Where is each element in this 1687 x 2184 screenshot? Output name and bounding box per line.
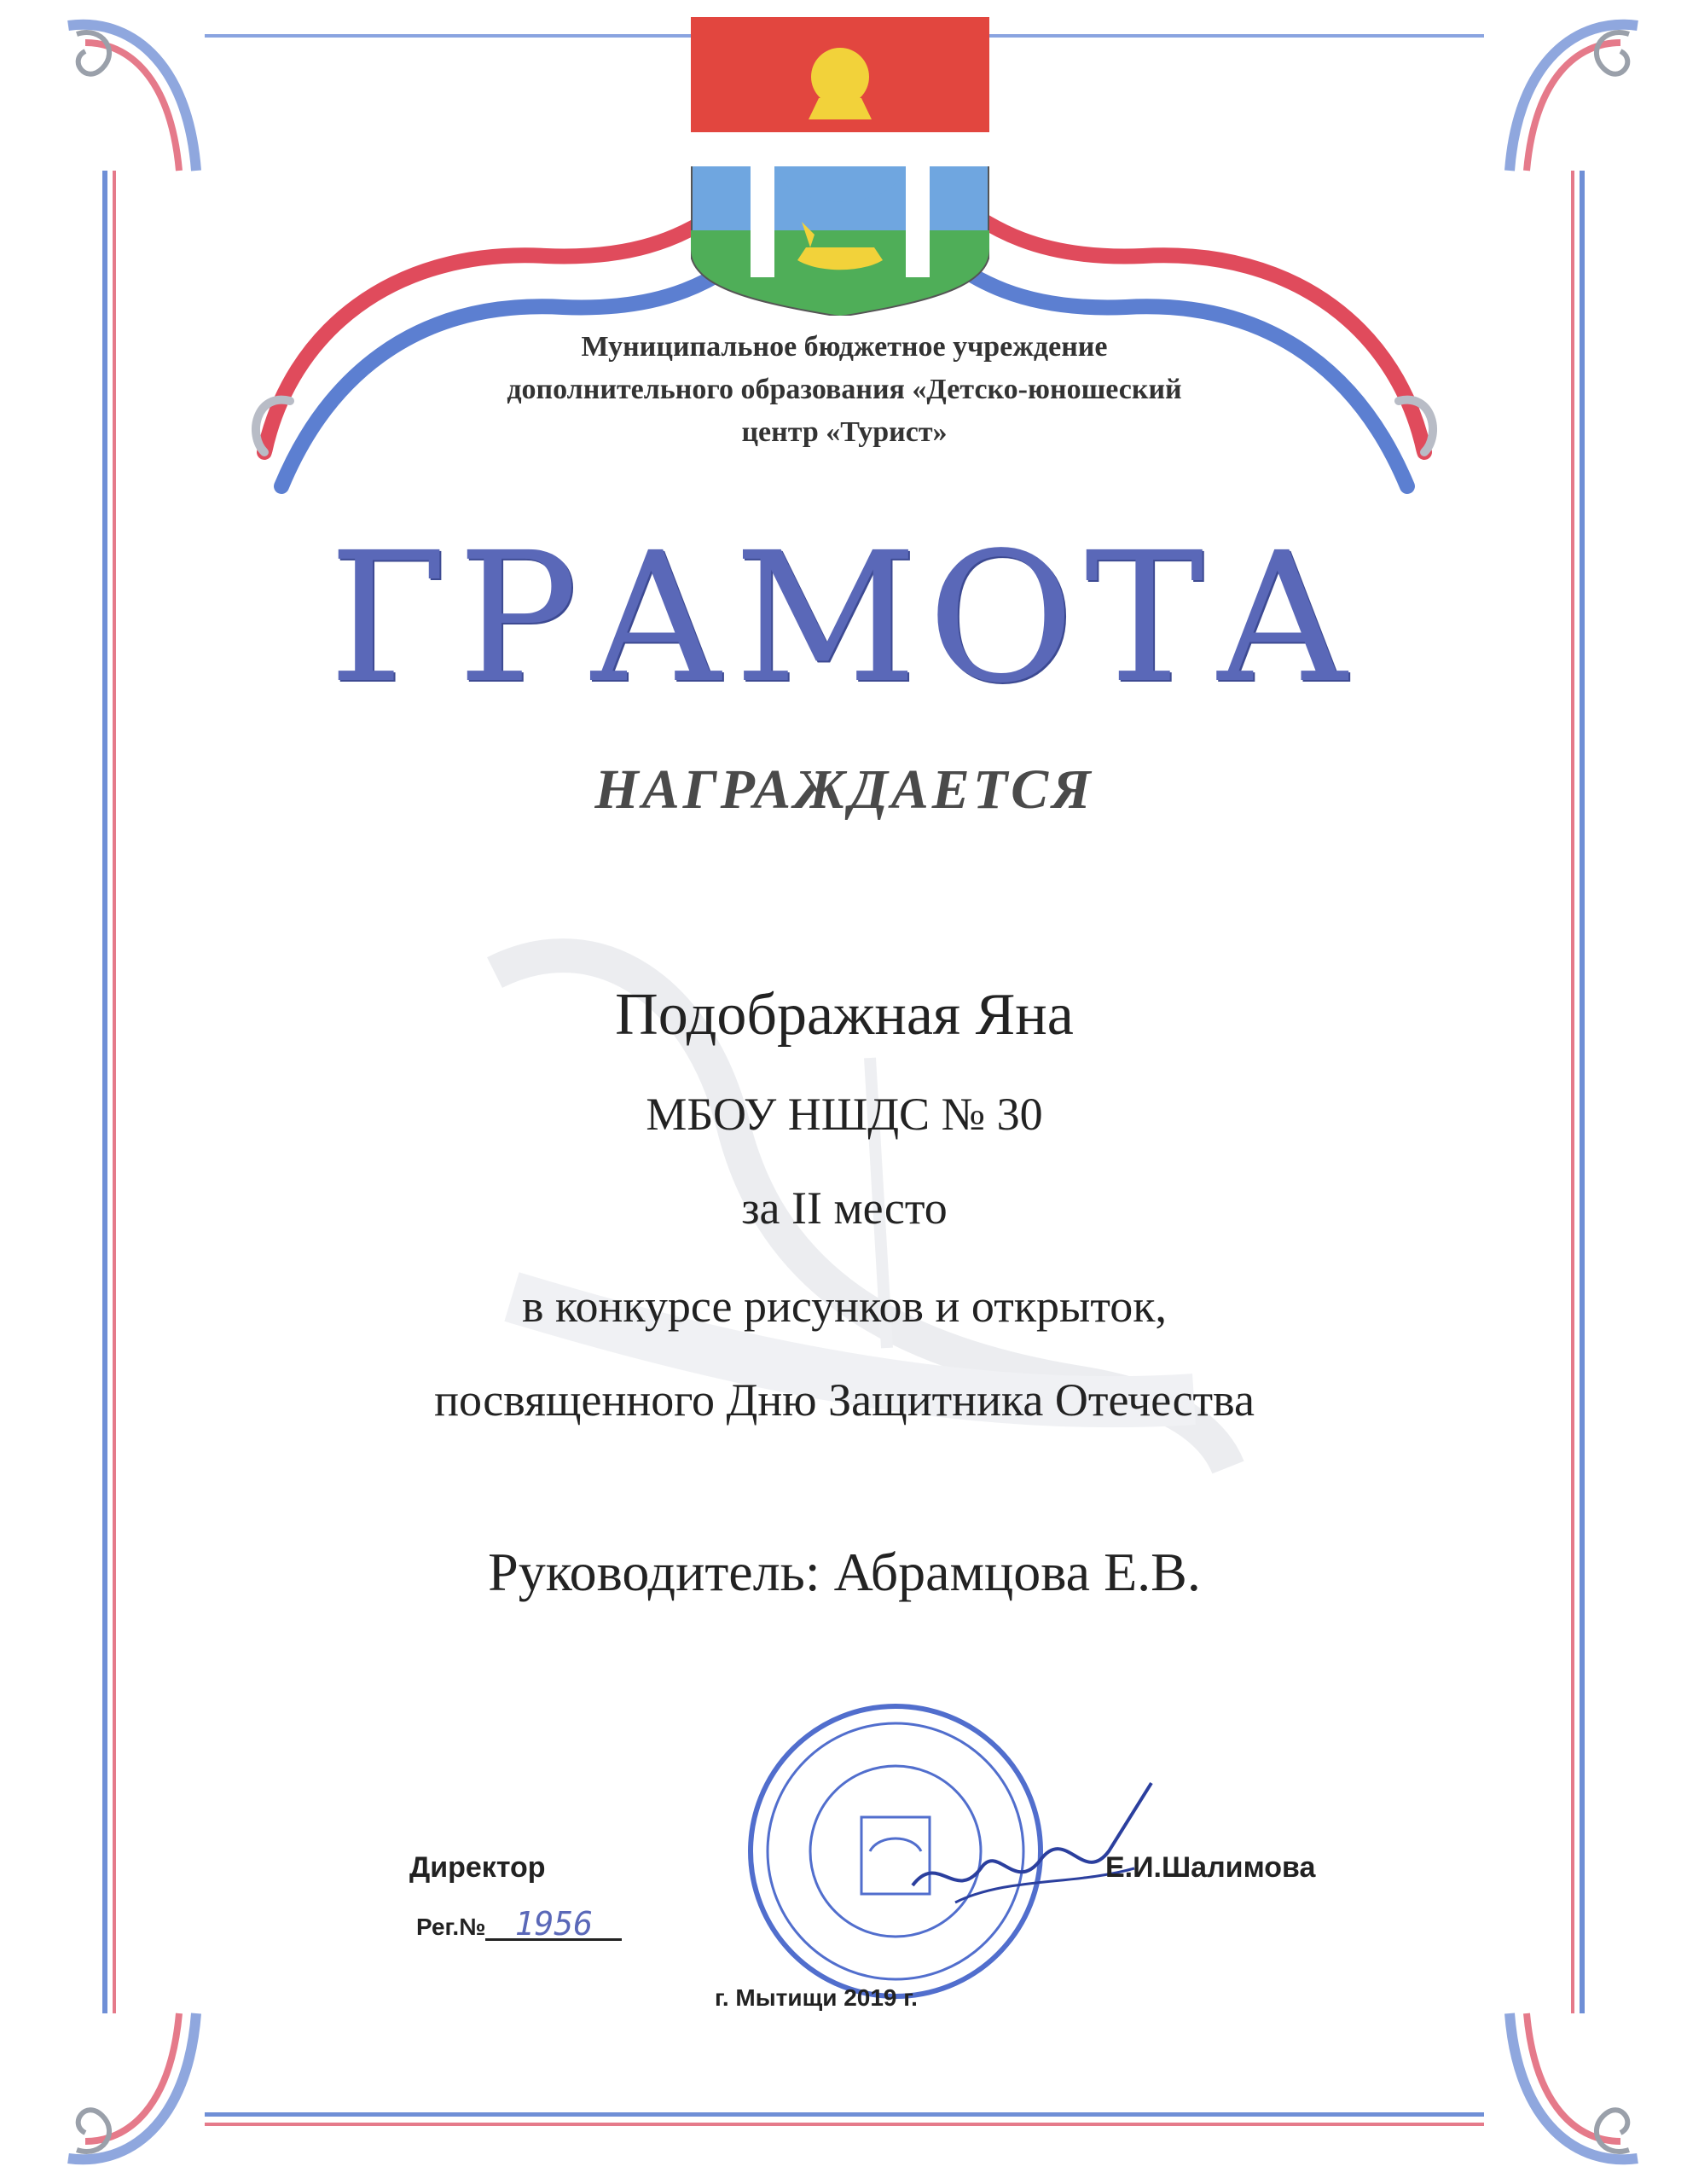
award-place: за II место	[741, 1182, 948, 1234]
frame-right-red-line	[1571, 171, 1574, 2013]
director-name: Е.И.Шалимова	[1105, 1851, 1316, 1884]
corner-scroll-icon	[1484, 2005, 1655, 2175]
institution-line: центр «Турист»	[741, 416, 948, 448]
corner-scroll-icon	[51, 9, 222, 179]
contest-dedication: посвященного Дню Защитника Отечества	[434, 1374, 1255, 1426]
frame-bottom-red-line	[205, 2123, 1484, 2126]
director-label: Директор	[409, 1851, 546, 1884]
awarded-heading: НАГРАЖДАЕТСЯ	[594, 758, 1094, 821]
contest-description: в конкурсе рисунков и открыток,	[522, 1281, 1167, 1332]
city-year: г. Мытищи 2019 г.	[715, 1984, 918, 2011]
institution-name	[341, 326, 1348, 454]
registration-value: 1956	[485, 1909, 622, 1941]
mytishchi-coat-of-arms-icon	[691, 17, 989, 316]
corner-scroll-icon	[51, 2005, 222, 2175]
frame-left-blue-line	[102, 171, 107, 2013]
institution-line: Муниципальное бюджетное учреждение	[581, 331, 1108, 363]
corner-scroll-icon	[1484, 9, 1655, 179]
frame-right-blue-line	[1580, 171, 1585, 2013]
recipient-name: Подображная Яна	[615, 982, 1074, 1048]
leader-line: Руководитель: Абрамцова Е.В.	[488, 1542, 1201, 1602]
frame-bottom-blue-line	[205, 2112, 1484, 2117]
document-title: ГРАМОТА	[328, 514, 1360, 723]
registration-label: Рег.№	[416, 1914, 486, 1940]
institution-line: дополнительного образования «Детско-юношеский	[507, 374, 1182, 405]
registration-number	[416, 1905, 622, 1943]
frame-left-red-line	[113, 171, 116, 2013]
recipient-school: МБОУ НШДС № 30	[646, 1089, 1043, 1140]
